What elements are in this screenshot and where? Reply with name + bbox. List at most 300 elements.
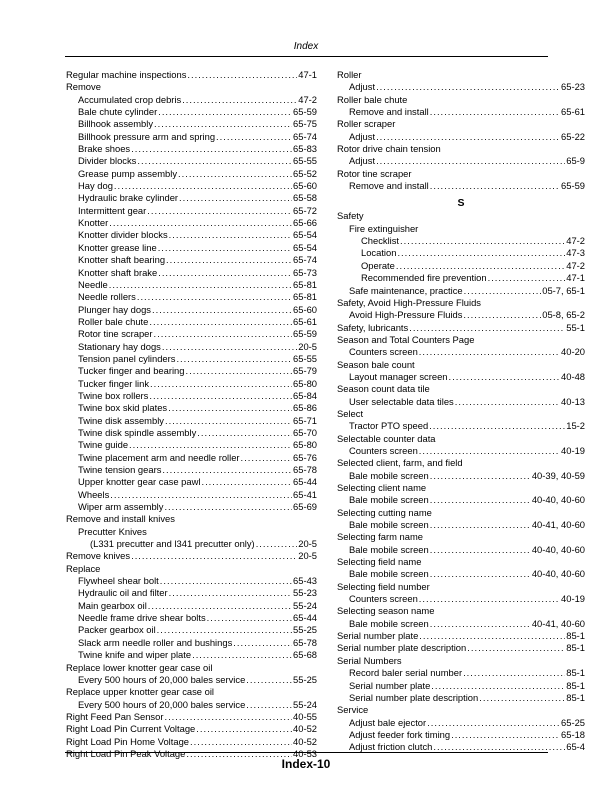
index-entry-term: Counters screen: [349, 346, 418, 358]
dot-leader: [169, 229, 292, 241]
index-entry: [337, 210, 585, 222]
index-entry-term: Roller scraper: [337, 118, 396, 130]
index-entry: [337, 507, 585, 519]
index-entry-term: Tucker finger and bearing: [78, 365, 185, 377]
dot-leader: [419, 346, 560, 358]
index-entry-term: Flywheel shear bolt: [78, 575, 159, 587]
index-entry-term: Slack arm needle roller and bushings: [78, 636, 233, 648]
dot-leader: [256, 538, 298, 550]
index-entry: [337, 106, 585, 118]
index-entry: [66, 242, 317, 254]
index-entry-term: Replace upper knotter gear case oil: [66, 686, 215, 698]
index-entry-page-ref: 65-54: [293, 229, 317, 241]
index-entry: [337, 457, 585, 469]
index-entry-page-ref: 40-19: [561, 593, 585, 605]
index-entry: [337, 69, 585, 81]
index-entry-term: Hay dog: [78, 180, 113, 192]
index-entry-term: (L331 precutter and l341 precutter only): [90, 538, 255, 550]
index-entry: [337, 618, 585, 630]
dot-leader: [241, 452, 292, 464]
index-entry: [337, 420, 585, 432]
dot-leader: [467, 642, 565, 654]
index-entry: [66, 624, 317, 636]
index-entry-page-ref: 65-78: [293, 464, 317, 475]
dot-leader: [233, 637, 292, 649]
index-entry: [66, 612, 317, 624]
index-entry-term: Twine knife and wiper plate: [78, 649, 192, 661]
index-entry: [66, 94, 317, 106]
index-entry-page-ref: 65-81: [293, 291, 317, 303]
index-entry-term: Bale mobile screen: [349, 568, 429, 580]
dot-leader: [192, 649, 292, 661]
index-entry-page-ref: 65-59: [293, 328, 317, 340]
index-entry-page-ref: 65-76: [293, 451, 317, 463]
index-entry-term: Adjust friction clutch: [349, 741, 433, 753]
index-entry-term: Needle rollers: [78, 291, 136, 303]
index-entry-term: Roller: [337, 69, 362, 80]
index-entry-page-ref: 47-2: [566, 259, 585, 271]
index-entry-page-ref: 65-52: [293, 167, 317, 179]
index-entry-term: Safe maintenance, practice: [349, 284, 463, 296]
index-entry-page-ref: 65-71: [293, 414, 317, 426]
index-entry-page-ref: 65-43: [293, 575, 317, 587]
index-entry-term: Safety, lubricants: [337, 321, 409, 333]
index-entry-page-ref: 40-13: [561, 395, 585, 407]
index-entry-page-ref: 65-84: [293, 389, 317, 401]
index-entry-page-ref: 55-24: [293, 599, 317, 611]
index-entry: [66, 427, 317, 439]
index-entry-page-ref: 55-25: [293, 673, 317, 685]
index-entry-page-ref: 40-40, 40-60: [531, 494, 585, 506]
index-entry-term: Avoid High-Pressure Fluids: [349, 309, 463, 321]
index-entry-page-ref: 65-54: [293, 241, 317, 253]
index-entry: [66, 402, 317, 414]
dot-leader: [419, 630, 565, 642]
dot-leader: [419, 445, 560, 457]
index-entry-term: Rotor drive chain tension: [337, 143, 441, 155]
index-entry-page-ref: 20-5: [298, 538, 317, 550]
index-entry-page-ref: 20-5: [298, 340, 317, 352]
index-entry: [66, 69, 317, 81]
index-entry: [337, 581, 585, 593]
index-entry-term: Selecting season name: [337, 605, 435, 617]
index-entry-term: Right Load Pin Peak Voltage: [66, 747, 186, 759]
index-entry: [66, 143, 317, 155]
dot-leader: [464, 285, 542, 297]
dot-leader: [182, 94, 297, 106]
dot-leader: [246, 674, 292, 686]
dot-leader: [430, 494, 531, 506]
index-entry-term: Tension panel cylinders: [78, 352, 176, 364]
index-entry: [337, 297, 585, 309]
dot-leader: [216, 131, 292, 143]
page-header: Index: [293, 41, 319, 52]
index-entry-term: Every 500 hours of 20,000 bales service: [78, 698, 246, 710]
index-entry: [337, 143, 585, 155]
index-entry-page-ref: 55-23: [293, 587, 317, 599]
index-entry-term: Adjust feeder fork timing: [349, 728, 451, 740]
index-entry-term: Serial number plate: [337, 630, 419, 642]
index-entry-term: Counters screen: [349, 444, 418, 456]
dot-leader: [430, 618, 531, 630]
index-entry-term: Fire extinguisher: [349, 222, 419, 234]
page-number: Index-10: [281, 757, 331, 771]
dot-leader: [162, 464, 292, 476]
index-entry-page-ref: 47-2: [298, 93, 317, 105]
index-entry-term: Tucker finger link: [78, 377, 150, 389]
dot-leader: [479, 692, 565, 704]
index-entry: [337, 346, 585, 358]
index-entry-term: Knotter shaft brake: [78, 266, 158, 278]
index-entry-term: Serial number plate: [349, 679, 431, 691]
index-entry: [66, 711, 317, 723]
index-entry-term: Knotter divider blocks: [78, 229, 168, 241]
index-entry-term: Every 500 hours of 20,000 bales service: [78, 673, 246, 685]
index-entry-term: Twine box skid plates: [78, 402, 168, 414]
index-entry-term: Twine disk assembly: [78, 414, 164, 426]
index-entry: [337, 168, 585, 180]
index-entry: [337, 717, 585, 729]
index-entry-term: Counters screen: [349, 593, 418, 605]
index-entry-term: Rotor tine scraper: [78, 328, 153, 340]
dot-leader: [148, 600, 292, 612]
index-entry-page-ref: 65-44: [293, 612, 317, 624]
dot-leader: [429, 420, 565, 432]
index-entry-term: Adjust: [349, 130, 376, 142]
index-entry-term: Bale mobile screen: [349, 469, 429, 481]
dot-leader: [430, 180, 560, 192]
index-entry-page-ref: 55-25: [293, 624, 317, 636]
dot-leader: [178, 168, 292, 180]
index-entry: [337, 371, 585, 383]
index-entry-page-ref: 65-70: [293, 426, 317, 438]
index-entry: [337, 642, 585, 654]
index-entry: [337, 704, 585, 716]
dot-leader: [154, 118, 292, 130]
dot-leader: [166, 254, 292, 266]
index-entry: [66, 106, 317, 118]
index-entry: [66, 464, 317, 476]
index-entry-page-ref: 20-5: [298, 550, 317, 562]
index-entry: [337, 680, 585, 692]
index-entry-page-ref: 40-41, 40-60: [531, 519, 585, 531]
index-entry-term: Selectable counter data: [337, 432, 436, 444]
index-entry-term: Upper knotter gear case pawl: [78, 476, 201, 488]
index-entry-page-ref: 65-73: [293, 266, 317, 278]
index-entry-page-ref: 85-1: [566, 679, 585, 691]
dot-leader: [430, 106, 560, 118]
dot-leader: [149, 390, 292, 402]
index-entry: [337, 556, 585, 568]
index-entry: [66, 192, 317, 204]
index-entry: [66, 180, 317, 192]
index-entry-page-ref: 65-61: [293, 315, 317, 327]
index-entry-term: Service: [337, 704, 369, 716]
index-entry-term: User selectable data tiles: [349, 395, 454, 407]
index-entry-term: Adjust: [349, 155, 376, 167]
index-entry-term: Bale chute cylinder: [78, 106, 158, 118]
dot-leader: [158, 242, 292, 254]
index-entry-term: Season count data tile: [337, 383, 430, 395]
index-entry-term: Needle: [78, 278, 108, 290]
dot-leader: [376, 131, 560, 143]
index-entry-term: Select: [337, 407, 364, 419]
index-entry-page-ref: 40-39, 40-59: [531, 469, 585, 481]
index-entry-page-ref: 65-61: [561, 106, 585, 118]
dot-leader: [179, 192, 292, 204]
index-entry: [66, 476, 317, 488]
index-entry: [66, 328, 317, 340]
dot-leader: [164, 711, 292, 723]
index-entry-term: Bale mobile screen: [349, 543, 429, 555]
index-entry-page-ref: 65-41: [293, 488, 317, 500]
index-entry-page-ref: 65-55: [293, 352, 317, 364]
index-entry-term: Bale mobile screen: [349, 617, 429, 629]
index-entry-page-ref: 65-9: [566, 155, 585, 167]
dot-leader: [131, 143, 292, 155]
index-entry: [66, 267, 317, 279]
index-entry-term: Selected client, farm, and field: [337, 457, 463, 469]
index-entry-term: Remove and install: [349, 180, 429, 192]
index-entry: [66, 699, 317, 711]
index-entry: [337, 729, 585, 741]
index-entry-term: Knotter: [78, 217, 109, 229]
index-entry-term: Serial number plate description: [349, 691, 479, 703]
dot-leader: [164, 501, 292, 513]
index-entry: [66, 649, 317, 661]
index-entry-term: Hydraulic oil and filter: [78, 587, 168, 599]
index-entry: [66, 637, 317, 649]
index-entry-page-ref: 65-18: [561, 728, 585, 740]
index-entry-page-ref: 85-1: [566, 667, 585, 679]
dot-leader: [176, 353, 292, 365]
index-entry-term: Grease pump assembly: [78, 167, 178, 179]
dot-leader: [397, 247, 565, 259]
index-entry-page-ref: 65-74: [293, 254, 317, 266]
index-entry-term: Billhook assembly: [78, 118, 154, 130]
dot-leader: [463, 667, 565, 679]
index-entry-term: Serial number plate description: [337, 642, 467, 654]
index-entry: [66, 674, 317, 686]
dot-leader: [430, 519, 531, 531]
index-entry-page-ref: 85-1: [566, 630, 585, 642]
index-entry-term: Intermittent gear: [78, 204, 147, 216]
dot-leader: [152, 304, 292, 316]
index-entry-term: Twine disk spindle assembly: [78, 426, 197, 438]
index-entry-term: Twine box rollers: [78, 389, 149, 401]
index-entry: [66, 538, 317, 550]
index-entry-page-ref: 47-1: [298, 69, 317, 80]
index-entry-page-ref: 40-19: [561, 444, 585, 456]
index-entry-page-ref: 65-72: [293, 204, 317, 216]
index-entry-page-ref: 85-1: [566, 642, 585, 654]
dot-leader: [149, 316, 292, 328]
dot-leader: [157, 624, 292, 636]
dot-leader: [137, 155, 292, 167]
index-entry: [66, 501, 317, 513]
index-entry-term: Billhook pressure arm and spring: [78, 130, 216, 142]
index-entry: [66, 550, 317, 562]
dot-leader: [201, 476, 292, 488]
index-entry: [66, 168, 317, 180]
index-entry-page-ref: 65-66: [293, 217, 317, 229]
index-entry-term: Remove and install: [349, 106, 429, 118]
index-entry: [66, 415, 317, 427]
index-entry-page-ref: 05-8, 65-2: [542, 309, 585, 321]
index-entry-term: Knotter grease line: [78, 241, 157, 253]
index-entry-term: Selecting field number: [337, 580, 430, 592]
index-entry-term: Selecting client name: [337, 482, 427, 493]
index-entry-term: Adjust: [349, 81, 376, 93]
index-entry-page-ref: 40-48: [561, 370, 585, 382]
index-entry-term: Right Feed Pan Sensor: [66, 710, 164, 722]
index-entry-term: Recommended fire prevention: [361, 272, 487, 284]
index-entry: [66, 217, 317, 229]
index-entry: [337, 260, 585, 272]
index-entry-page-ref: 65-60: [293, 180, 317, 192]
dot-leader: [455, 396, 560, 408]
index-entry-term: Replace: [66, 562, 101, 574]
index-entry: [337, 81, 585, 93]
dot-leader: [463, 309, 541, 321]
index-entry: [337, 593, 585, 605]
index-entry: [337, 118, 585, 130]
index-entry-page-ref: 65-79: [293, 365, 317, 377]
index-entry-page-ref: 65-60: [293, 303, 317, 315]
index-entry-term: Selecting field name: [337, 556, 422, 568]
dot-leader: [147, 205, 292, 217]
index-entry-page-ref: 47-1: [566, 272, 585, 284]
index-entry: [66, 439, 317, 451]
index-entry-page-ref: 65-22: [561, 130, 585, 142]
index-entry-page-ref: 65-80: [293, 377, 317, 389]
dot-leader: [186, 365, 293, 377]
index-entry-term: Selecting farm name: [337, 531, 423, 543]
index-entry-term: Checklist: [361, 235, 400, 247]
index-entry-term: Right Load Pin Current Voltage: [66, 723, 196, 735]
index-entry: [337, 692, 585, 704]
index-entry: [66, 304, 317, 316]
index-entry-page-ref: 47-3: [566, 247, 585, 259]
index-entry-term: Accumulated crop debris: [78, 93, 182, 105]
index-entry-term: Roller bale chute: [78, 315, 149, 327]
dot-leader: [419, 593, 560, 605]
index-entry: [337, 482, 585, 494]
index-entry-term: Regular machine inspections: [66, 69, 187, 80]
dot-leader: [109, 279, 292, 291]
index-entry: [66, 341, 317, 353]
index-entry-term: Twine guide: [78, 439, 129, 451]
index-entry-term: Remove: [66, 81, 101, 93]
index-entry: [337, 180, 585, 192]
index-entry-page-ref: 65-81: [293, 278, 317, 290]
index-entry: [337, 667, 585, 679]
index-entry-term: Main gearbox oil: [78, 599, 147, 611]
dot-leader: [160, 575, 292, 587]
index-entry: [337, 494, 585, 506]
dot-leader: [187, 69, 297, 81]
index-entry-term: Twine placement arm and needle roller: [78, 451, 240, 463]
index-entry: [337, 544, 585, 556]
index-entry-page-ref: 65-80: [293, 439, 317, 451]
index-entry: [337, 519, 585, 531]
index-entry-page-ref: 55-1: [566, 321, 585, 333]
dot-leader: [196, 723, 292, 735]
index-entry: [337, 359, 585, 371]
index-entry: [66, 378, 317, 390]
index-entry-page-ref: 65-74: [293, 130, 317, 142]
index-entry: [66, 526, 317, 538]
index-entry: [66, 489, 317, 501]
index-entry: [337, 408, 585, 420]
index-entry-term: Season and Total Counters Page: [337, 333, 475, 345]
index-column-right: [337, 69, 585, 754]
index-entry: [337, 309, 585, 321]
dot-leader: [449, 371, 561, 383]
index-entry: [337, 155, 585, 167]
index-entry-term: Selecting cutting name: [337, 506, 432, 518]
index-entry-term: Serial Numbers: [337, 654, 402, 666]
index-entry-term: Brake shoes: [78, 143, 131, 155]
index-entry-term: Rotor tine scraper: [337, 167, 412, 179]
index-entry-term: Bale mobile screen: [349, 519, 429, 531]
index-entry-term: Safety: [337, 210, 364, 222]
index-entry-term: Divider blocks: [78, 155, 137, 167]
dot-leader: [129, 439, 292, 451]
index-entry: [66, 279, 317, 291]
index-entry: [337, 445, 585, 457]
index-entry-page-ref: 65-55: [293, 155, 317, 167]
dot-leader: [150, 378, 292, 390]
dot-leader: [207, 612, 292, 624]
index-entry: [66, 155, 317, 167]
dot-leader: [396, 260, 565, 272]
index-entry: [66, 81, 317, 93]
index-entry: [337, 285, 585, 297]
index-entry-term: Precutter Knives: [78, 525, 147, 537]
index-entry-page-ref: 65-75: [293, 118, 317, 130]
dot-leader: [427, 717, 560, 729]
index-entry-term: Wheels: [78, 488, 110, 500]
dot-leader: [109, 217, 292, 229]
index-entry-term: Needle frame drive shear bolts: [78, 612, 206, 624]
index-entry: [337, 531, 585, 543]
index-entry-term: Packer gearbox oil: [78, 624, 156, 636]
index-entry: [66, 390, 317, 402]
dot-leader: [409, 322, 565, 334]
index-entry-page-ref: 65-58: [293, 192, 317, 204]
index-entry: [66, 723, 317, 735]
index-entry-page-ref: 85-1: [566, 691, 585, 703]
index-entry-page-ref: 05-7, 65-1: [542, 284, 585, 296]
index-entry-page-ref: 40-41, 40-60: [531, 617, 585, 629]
dot-leader: [246, 699, 292, 711]
index-entry-term: Layout manager screen: [349, 370, 448, 382]
index-entry-page-ref: 40-53: [293, 747, 317, 759]
index-entry: [66, 353, 317, 365]
index-entry-term: Adjust bale ejector: [349, 716, 427, 728]
index-section-letter: S: [457, 197, 465, 210]
dot-leader: [430, 544, 531, 556]
index-entry-page-ref: 40-40, 40-60: [531, 543, 585, 555]
index-entry-page-ref: 40-40, 40-60: [531, 568, 585, 580]
index-entry: [337, 94, 585, 106]
dot-leader: [430, 568, 531, 580]
index-entry: [66, 452, 317, 464]
dot-leader: [158, 106, 292, 118]
dot-leader: [376, 155, 565, 167]
index-entry-page-ref: 47-2: [566, 235, 585, 247]
